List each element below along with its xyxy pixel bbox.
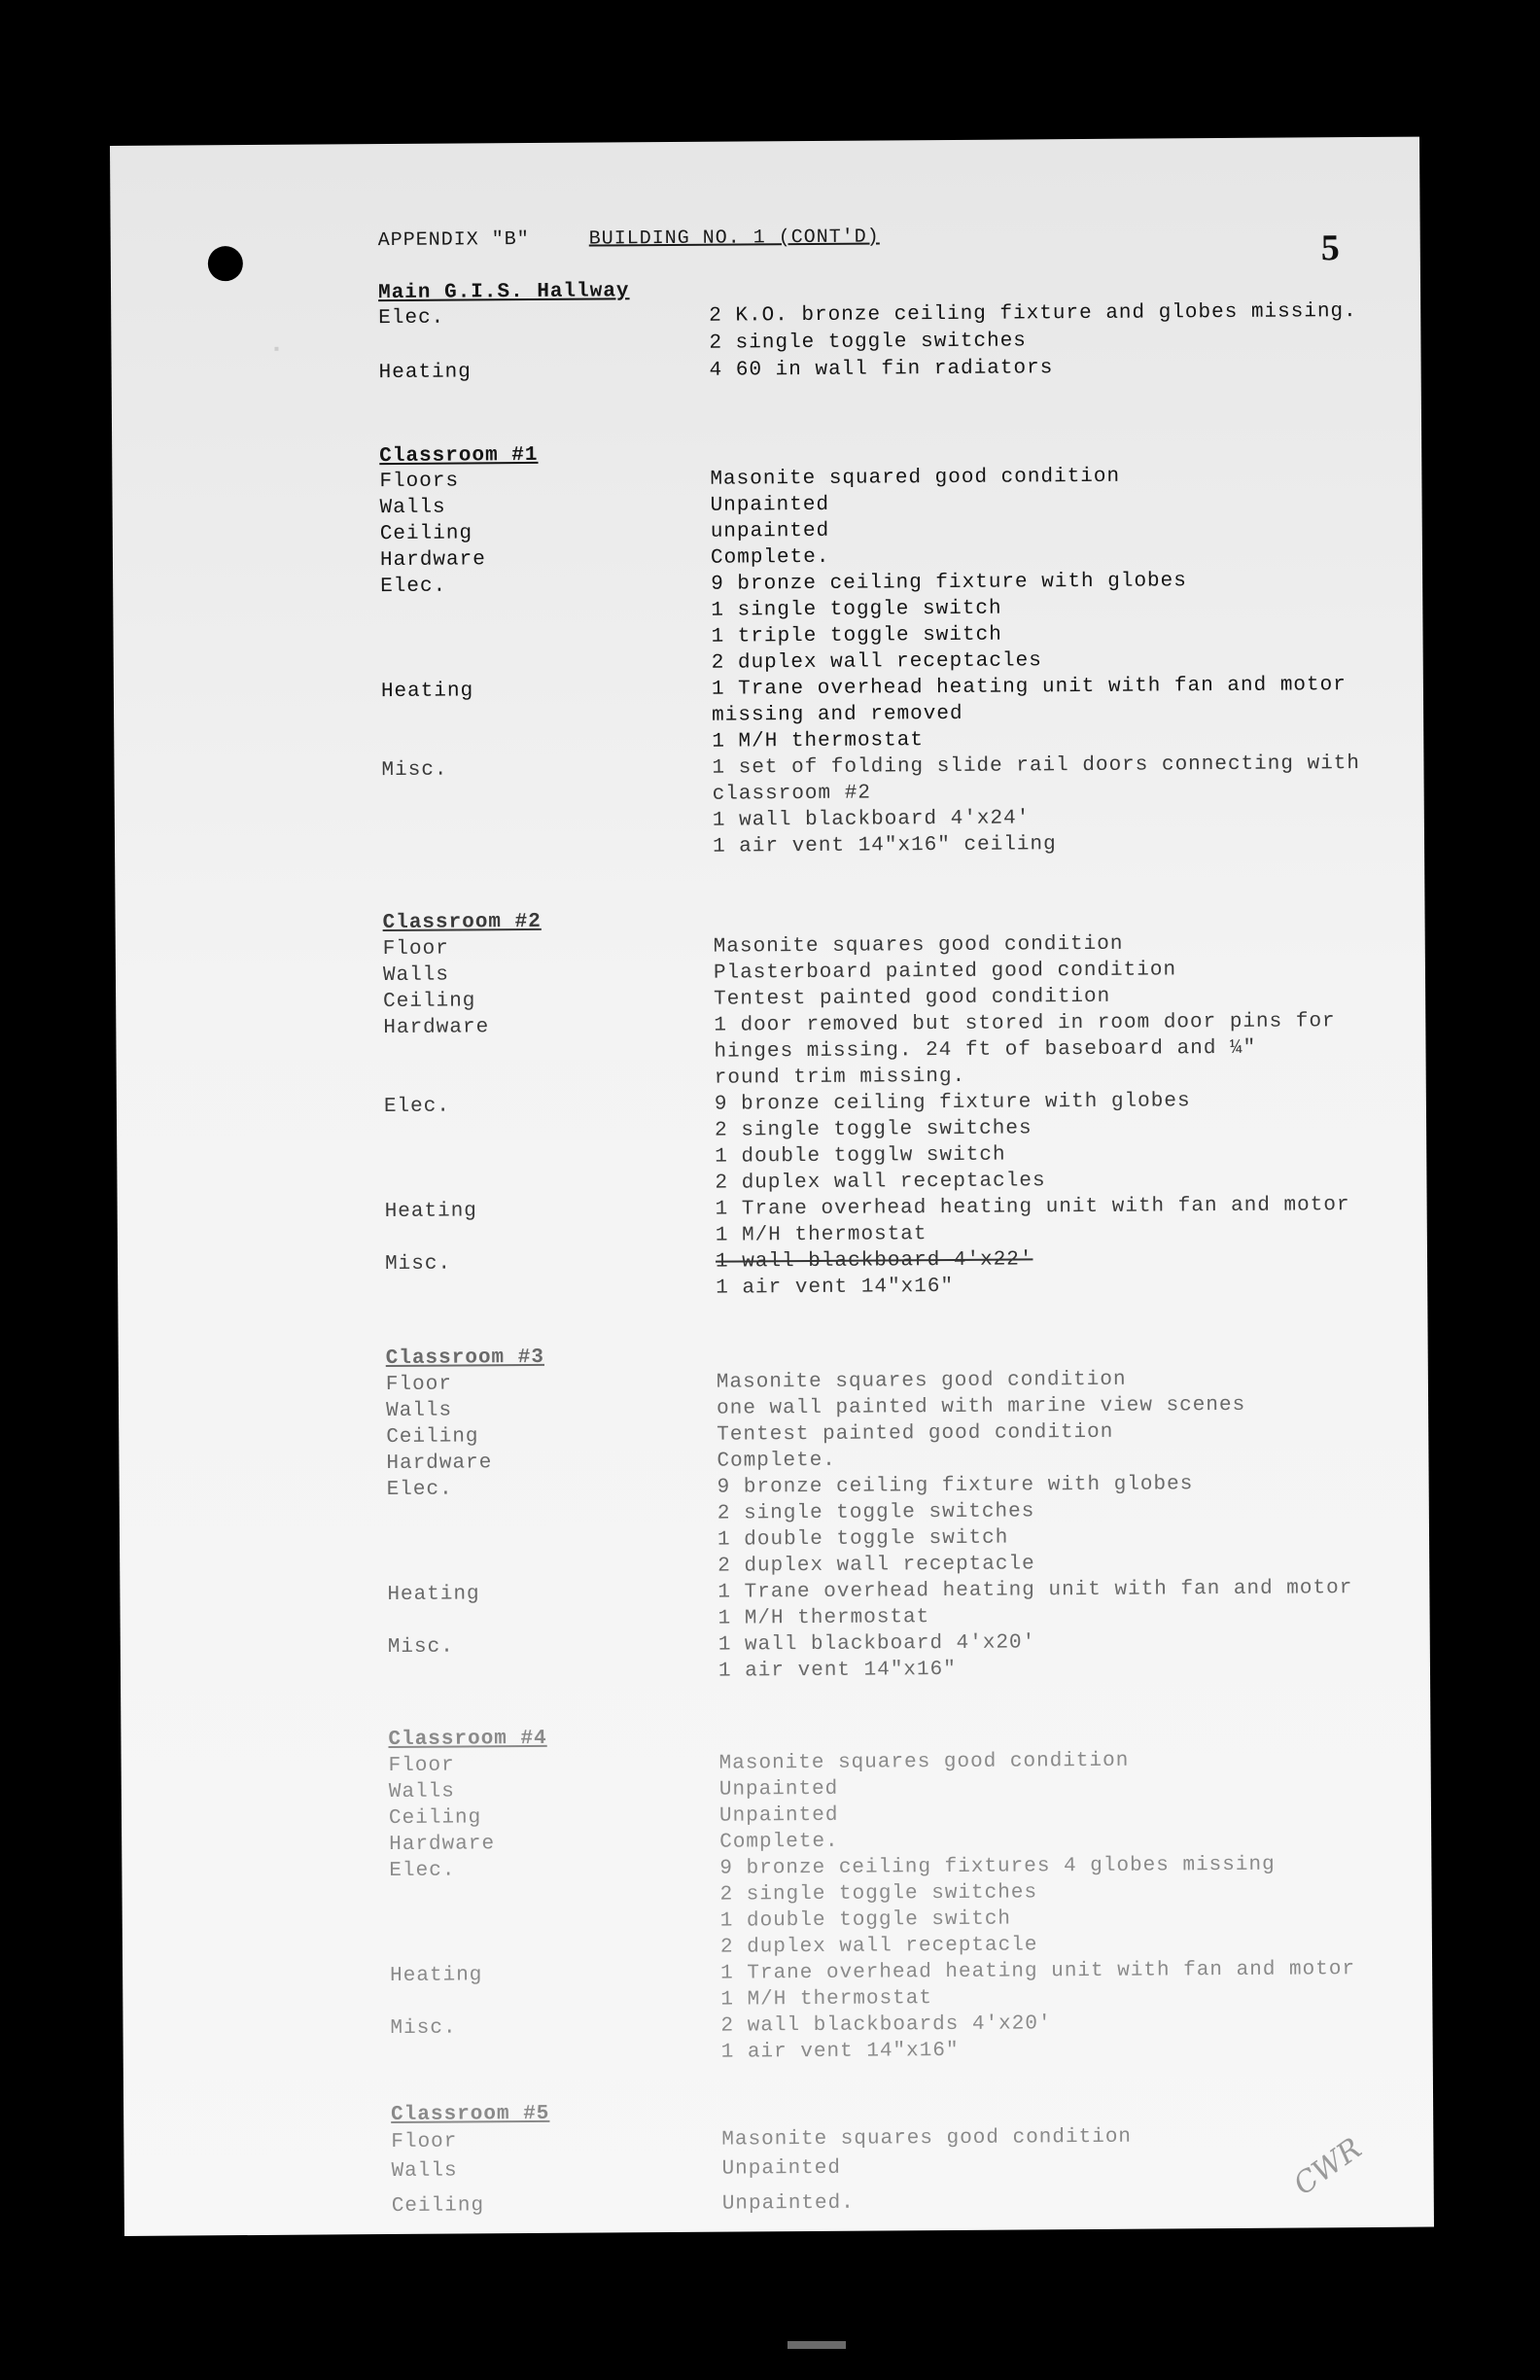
entry-label: Walls <box>382 963 450 988</box>
building-label: BUILDING NO. 1 (CONT'D) <box>588 226 880 251</box>
entry-row <box>123 2153 1433 2188</box>
entry-value: Unpainted <box>710 493 830 517</box>
entry-label: Heating <box>378 361 472 385</box>
entry-label: Hardware <box>389 1833 496 1857</box>
entry-value: Masonite squared good condition <box>710 465 1121 491</box>
entry-label: Floor <box>388 1754 455 1778</box>
entry-value: 9 bronze ceiling fixture with globes <box>714 1090 1191 1116</box>
entry-value: round trim missing. <box>714 1065 966 1090</box>
entry-label: Heating <box>387 1583 480 1607</box>
entry-value: missing and removed <box>712 702 963 727</box>
entry-value: Unpainted <box>718 1803 839 1828</box>
entry-label: Elec. <box>378 306 445 331</box>
entry-value: 1 air vent 14"x16" <box>718 1658 957 1683</box>
entry-label: Heating <box>384 1200 477 1224</box>
entry-label: Floor <box>382 937 449 962</box>
entry-value: 1 Trane overhead heating unit with fan and motor <box>715 1194 1350 1221</box>
film-edge-mark <box>788 2341 846 2349</box>
entry-label: Hardware <box>379 548 486 573</box>
entry-label: Hardware <box>386 1452 493 1476</box>
entry-value: Unpainted <box>721 2156 842 2181</box>
entry-value: Tentest painted good condition <box>714 985 1111 1011</box>
punch-hole <box>208 246 243 281</box>
entry-value: 2 duplex wall receptacles <box>715 1170 1046 1195</box>
entry-value: 1 M/H thermostat <box>720 1987 933 2012</box>
entry-value: 2 single toggle switches <box>719 1881 1038 1907</box>
entry-label: Ceiling <box>379 522 473 546</box>
section-title: Classroom #4 <box>388 1727 547 1752</box>
entry-value: 1 double togglw switch <box>715 1143 1006 1169</box>
struck-entry-value: 1 wall blackboard 4'x22' <box>715 1248 1033 1274</box>
entry-value: 9 bronze ceiling fixture with globes <box>711 570 1187 596</box>
entry-value: 1 wall blackboard 4'x24' <box>712 807 1031 832</box>
page-header <box>378 226 880 252</box>
entry-value: 1 double toggle switch <box>719 1908 1012 1933</box>
entry-value: 2 duplex wall receptacle <box>719 1934 1038 1959</box>
entry-value: Complete. <box>717 1449 836 1473</box>
page-number: 5 <box>1320 228 1340 269</box>
entry-label: Elec. <box>386 1478 453 1502</box>
entry-label: Ceiling <box>388 1806 482 1831</box>
entry-value: 1 Trane overhead heating unit with fan and motor <box>720 1958 1356 1985</box>
entry-value: 2 single toggle switches <box>715 1117 1032 1142</box>
entry-label: Floor <box>391 2130 458 2154</box>
entry-value: Masonite squares good condition <box>721 2125 1133 2152</box>
entry-value: 1 air vent 14"x16" <box>720 2039 960 2064</box>
entry-label: Ceiling <box>391 2194 485 2219</box>
entry-label: Walls <box>388 1780 455 1804</box>
entry-value: hinges missing. 24 ft of baseboard and ¼" <box>714 1036 1257 1064</box>
section-title: Classroom #1 <box>379 443 539 469</box>
entry-value: Masonite squares good condition <box>716 1368 1127 1394</box>
entry-label: Floor <box>385 1373 452 1397</box>
entry-value: Unpainted <box>718 1777 839 1802</box>
entry-value: 1 air vent 14"x16" <box>716 1275 955 1300</box>
entry-value: 2 duplex wall receptacle <box>718 1553 1035 1578</box>
entry-label: Hardware <box>383 1016 490 1040</box>
entry-label: Elec. <box>389 1859 456 1883</box>
entry-value: 9 bronze ceiling fixture with globes <box>717 1473 1194 1499</box>
entry-label: Misc. <box>387 1635 454 1660</box>
entry-label: Walls <box>391 2159 458 2184</box>
entry-label: Floors <box>379 470 460 494</box>
appendix-label: APPENDIX "B" <box>377 228 530 253</box>
section-title: Classroom #2 <box>382 910 542 935</box>
entry-value: 1 M/H thermostat <box>715 1223 928 1247</box>
entry-value: 1 wall blackboard 4'x20' <box>718 1631 1036 1657</box>
entry-label: Walls <box>379 496 446 520</box>
entry-value: 1 single toggle switch <box>711 597 1002 622</box>
entry-label: Ceiling <box>386 1425 479 1450</box>
entry-label: Elec. <box>380 575 447 599</box>
entry-value: 1 Trane overhead heating unit with fan and motor <box>718 1577 1353 1604</box>
entry-value: 4 60 in wall fin radiators <box>709 357 1054 382</box>
entry-label: Walls <box>386 1399 453 1423</box>
entry-value: Complete. <box>719 1830 839 1854</box>
entry-value: 1 door removed but stored in room door pins for <box>714 1010 1336 1037</box>
entry-value: 1 double toggle switch <box>717 1526 1009 1552</box>
entry-label: Elec. <box>383 1095 451 1119</box>
entry-value: Tentest painted good condition <box>717 1420 1114 1447</box>
entry-value: 2 single toggle switches <box>709 330 1027 355</box>
entry-label: Heating <box>380 680 474 704</box>
entry-value: one wall painted with marine view scenes <box>717 1393 1246 1420</box>
entry-label: Heating <box>390 1964 483 1988</box>
document-page <box>110 137 1434 2236</box>
entry-value: Unpainted. <box>721 2191 855 2216</box>
entry-value: 2 single toggle switches <box>717 1500 1035 1525</box>
entry-value: Masonite squares good condition <box>713 932 1124 959</box>
entry-row <box>124 2188 1434 2223</box>
entry-value: 1 set of folding slide rail doors connecting with <box>712 752 1361 780</box>
entry-value: 2 wall blackboards 4'x20' <box>720 2012 1052 2038</box>
entry-value: 1 triple toggle switch <box>711 623 1002 648</box>
entry-value: classroom #2 <box>712 782 871 806</box>
entry-label: Misc. <box>381 758 448 783</box>
entry-value: Complete. <box>710 545 830 570</box>
entry-label: Misc. <box>390 2016 457 2041</box>
entry-value: Masonite squares good condition <box>718 1749 1130 1775</box>
section-title: Classroom #5 <box>391 2102 550 2127</box>
entry-label: Ceiling <box>383 990 476 1014</box>
entry-value: 1 M/H thermostat <box>712 729 925 753</box>
section-title: Main G.I.S. Hallway <box>377 280 630 305</box>
entry-value: 1 air vent 14"x16" ceiling <box>712 833 1057 858</box>
section-title: Classroom #3 <box>385 1346 545 1371</box>
entry-value: 9 bronze ceiling fixtures 4 globes missing <box>719 1853 1276 1880</box>
entry-value: Plasterboard painted good condition <box>713 959 1177 985</box>
entry-value: 2 duplex wall receptacles <box>711 649 1042 675</box>
entry-value: 1 Trane overhead heating unit with fan and motor <box>711 674 1347 701</box>
entry-label: Misc. <box>384 1252 452 1277</box>
entry-value: 2 K.O. bronze ceiling fixture and globes missing. <box>709 300 1357 328</box>
entry-value: 1 M/H thermostat <box>718 1606 930 1630</box>
entry-value: unpainted <box>710 519 830 543</box>
handwritten-initials: CWR <box>1287 2131 1369 2203</box>
